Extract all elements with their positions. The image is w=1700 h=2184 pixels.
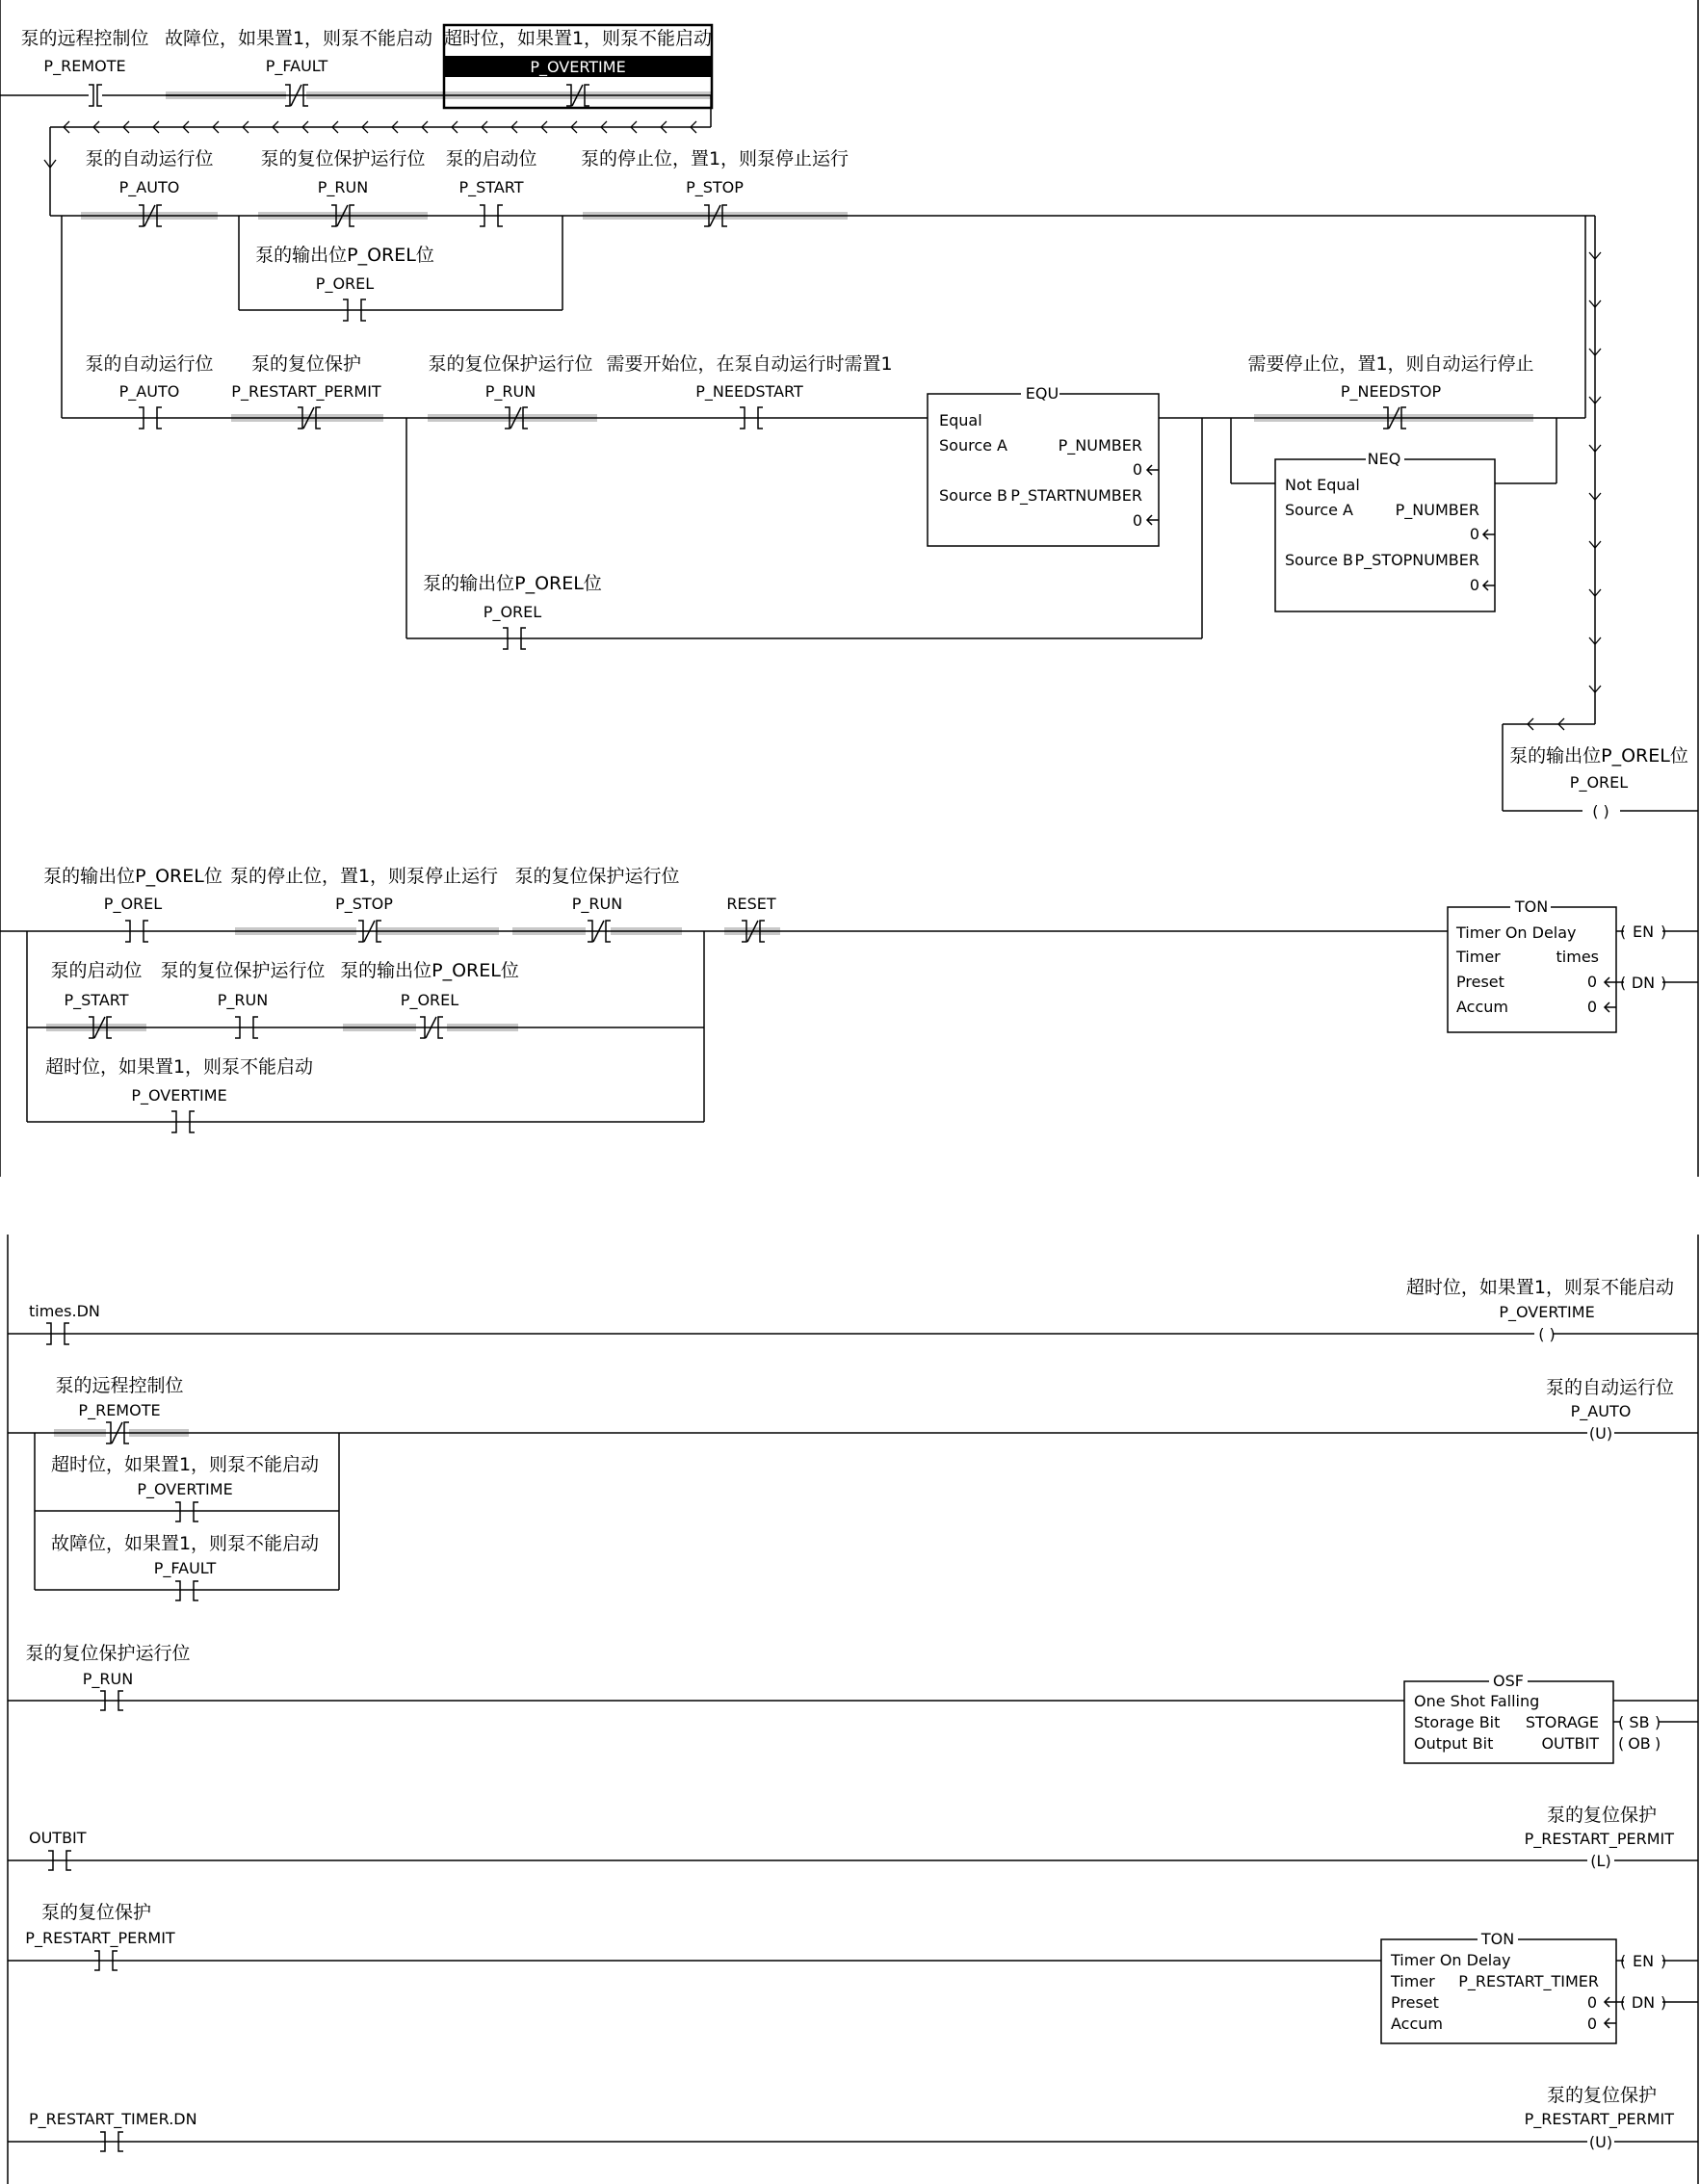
output-bit-label: Output Bit bbox=[1414, 1734, 1494, 1753]
dn-output: DN bbox=[1631, 1993, 1656, 2012]
contact-tag: P_FAULT bbox=[153, 1559, 217, 1577]
block-title: Equal bbox=[939, 411, 982, 429]
coil-symbol: (L) bbox=[1590, 1852, 1611, 1870]
page-2 bbox=[8, 1235, 1698, 2184]
contact-tag: P_RUN bbox=[571, 895, 623, 913]
timer-tag: P_RESTART_TIMER bbox=[1458, 1972, 1599, 1990]
ton-instruction-block-restart-timer[interactable] bbox=[1381, 1930, 1666, 2043]
contact-tag: P_STOP bbox=[335, 895, 393, 913]
contact-description: 泵的自动运行位 bbox=[85, 148, 214, 169]
ob-bracket: ( bbox=[1618, 1734, 1625, 1753]
contact-tag: P_OREL bbox=[315, 274, 375, 293]
contact-tag: P_NEEDSTART bbox=[695, 382, 803, 401]
preset-label: Preset bbox=[1456, 973, 1504, 991]
contact-description: 泵的输出位P_OREL位 bbox=[43, 866, 222, 887]
contact-tag: P_START bbox=[64, 991, 129, 1009]
contact-p-remote[interactable] bbox=[20, 28, 148, 106]
contact-tag: P_AUTO bbox=[118, 178, 180, 196]
accum-value: 0 bbox=[1586, 998, 1597, 1016]
contact-tag: P_OREL bbox=[483, 603, 542, 621]
block-title: Timer On Delay bbox=[1456, 923, 1577, 942]
block-name: OSF bbox=[1493, 1672, 1524, 1690]
contact-tag: P_OREL bbox=[400, 991, 459, 1009]
contact-tag: P_REMOTE bbox=[43, 57, 126, 75]
block-name: EQU bbox=[1025, 384, 1059, 403]
en-bracket: ) bbox=[1661, 923, 1667, 941]
contact-description: 需要停止位，置1，则自动运行停止 bbox=[1247, 353, 1534, 375]
source-b-label: Source B bbox=[939, 486, 1008, 505]
coil-tag: P_OREL bbox=[1569, 773, 1629, 792]
dn-bracket: ) bbox=[1661, 974, 1667, 992]
block-title: One Shot Falling bbox=[1414, 1692, 1540, 1710]
contact-tag: P_RESTART_PERMIT bbox=[25, 1929, 175, 1947]
rung-3 bbox=[8, 1277, 1698, 1344]
accum-label: Accum bbox=[1391, 2015, 1443, 2033]
contact-description: 超时位，如果置1，则泵不能启动 bbox=[44, 1056, 314, 1078]
dn-bracket: ( bbox=[1620, 974, 1627, 992]
contact-tag: P_RUN bbox=[82, 1670, 134, 1688]
contact-description: 泵的复位保护运行位 bbox=[428, 353, 593, 375]
contact-tag: times.DN bbox=[29, 1302, 100, 1320]
source-b-tag: P_STOPNUMBER bbox=[1354, 551, 1479, 569]
contact-description: 泵的输出位P_OREL位 bbox=[340, 960, 519, 981]
contact-r6-outbit[interactable] bbox=[29, 1829, 87, 1870]
contact-description: 泵的输出位P_OREL位 bbox=[423, 573, 602, 594]
contact-r2-p-overtime[interactable] bbox=[45, 1056, 313, 1132]
contact-tag: P_STOP bbox=[686, 178, 744, 196]
contact-description: 泵的复位保护运行位 bbox=[260, 148, 426, 169]
en-output: EN bbox=[1632, 1952, 1655, 1970]
block-name: NEQ bbox=[1367, 450, 1401, 468]
contact-tag: P_RESTART_TIMER.DN bbox=[29, 2110, 197, 2128]
timer-tag: times bbox=[1556, 948, 1599, 966]
block-title: Timer On Delay bbox=[1391, 1951, 1511, 1969]
contact-tag: RESET bbox=[726, 895, 776, 913]
contact-r2-p-orel[interactable] bbox=[43, 866, 222, 942]
dn-bracket: ( bbox=[1620, 1993, 1627, 2012]
contact-description: 故障位，如果置1，则泵不能启动 bbox=[50, 1533, 320, 1554]
contact-tag: P_RUN bbox=[484, 382, 536, 401]
timer-label: Timer bbox=[1456, 948, 1501, 966]
contact-description: 泵的输出位P_OREL位 bbox=[255, 245, 434, 266]
source-b-value: 0 bbox=[1132, 511, 1142, 530]
contact-p-orel[interactable] bbox=[255, 245, 434, 321]
en-bracket: ( bbox=[1620, 923, 1627, 941]
sb-output: SB bbox=[1629, 1713, 1650, 1731]
ob-output: OB bbox=[1628, 1734, 1651, 1753]
contact-description: 泵的复位保护 bbox=[250, 353, 362, 375]
ton-instruction-block-times[interactable] bbox=[1448, 897, 1666, 1032]
preset-label: Preset bbox=[1391, 1993, 1439, 2012]
rung-8 bbox=[8, 2085, 1698, 2151]
source-a-value: 0 bbox=[1469, 525, 1479, 543]
source-a-label: Source A bbox=[1285, 501, 1353, 519]
timer-label: Timer bbox=[1391, 1972, 1435, 1990]
contact-description: 泵的自动运行位 bbox=[85, 353, 214, 375]
contact-times-dn[interactable] bbox=[29, 1302, 100, 1344]
contact-description: 泵的停止位，置1，则泵停止运行 bbox=[229, 866, 499, 887]
en-bracket: ) bbox=[1661, 1952, 1667, 1970]
contact-tag: P_RUN bbox=[317, 178, 369, 196]
neq-instruction-block[interactable] bbox=[1275, 450, 1495, 611]
coil-p-orel[interactable] bbox=[1509, 745, 1688, 820]
coil-tag: P_RESTART_PERMIT bbox=[1524, 2110, 1674, 2128]
contact-description: 泵的启动位 bbox=[445, 148, 537, 169]
contact-description: 泵的停止位，置1，则泵停止运行 bbox=[580, 148, 850, 169]
contact-tag: P_START bbox=[458, 178, 524, 196]
coil-symbol: ( ) bbox=[1538, 1325, 1556, 1343]
accum-label: Accum bbox=[1456, 998, 1508, 1016]
contact-description: 泵的复位保护 bbox=[40, 1902, 152, 1923]
coil-description: 泵的自动运行位 bbox=[1545, 1377, 1674, 1398]
coil-description: 泵的复位保护 bbox=[1546, 2085, 1657, 2106]
contact-description: 超时位，如果置1，则泵不能启动 bbox=[50, 1454, 320, 1475]
coil-tag: P_RESTART_PERMIT bbox=[1524, 1830, 1674, 1848]
rung-7 bbox=[8, 1902, 1698, 2043]
contact-description: 泵的复位保护运行位 bbox=[25, 1643, 191, 1664]
block-title: Not Equal bbox=[1285, 476, 1360, 494]
contact-tag: P_NEEDSTOP bbox=[1340, 382, 1442, 401]
source-a-tag: P_NUMBER bbox=[1395, 501, 1479, 519]
source-a-label: Source A bbox=[939, 436, 1007, 455]
contact-description: 泵的远程控制位 bbox=[55, 1375, 184, 1396]
contact-r8-restart-timer-dn[interactable] bbox=[29, 2110, 197, 2151]
coil-description: 泵的输出位P_OREL位 bbox=[1509, 745, 1688, 767]
contact-p-orel-2[interactable] bbox=[423, 573, 602, 649]
contact-description: 需要开始位，在泵自动运行时需置1 bbox=[606, 353, 893, 375]
coil-symbol: ( ) bbox=[1592, 802, 1609, 820]
contact-tag: P_OREL bbox=[103, 895, 163, 913]
contact-description: 泵的启动位 bbox=[50, 960, 143, 981]
block-name: TON bbox=[1480, 1930, 1515, 1948]
accum-value: 0 bbox=[1586, 2015, 1597, 2033]
contact-tag: P_OVERTIME bbox=[530, 58, 626, 76]
contact-description: 泵的远程控制位 bbox=[20, 28, 149, 49]
ob-bracket: ) bbox=[1655, 1734, 1661, 1753]
contact-tag: P_RESTART_PERMIT bbox=[231, 382, 381, 401]
source-a-value: 0 bbox=[1132, 460, 1142, 479]
osf-instruction-block[interactable] bbox=[1404, 1672, 1661, 1763]
rung-4 bbox=[8, 1375, 1698, 1600]
source-b-tag: P_STARTNUMBER bbox=[1010, 486, 1142, 505]
contact-p-start[interactable] bbox=[445, 148, 536, 226]
source-b-label: Source B bbox=[1285, 551, 1354, 569]
dn-bracket: ) bbox=[1661, 1993, 1667, 2012]
rung-5 bbox=[8, 1643, 1698, 1763]
coil-tag: P_AUTO bbox=[1570, 1402, 1632, 1420]
rung-1-wires bbox=[0, 95, 1698, 811]
contact-tag: P_OVERTIME bbox=[137, 1480, 233, 1498]
contact-tag: P_AUTO bbox=[118, 382, 180, 401]
contact-r2-p-run-2[interactable] bbox=[160, 960, 325, 1038]
contact-tag: P_RUN bbox=[217, 991, 269, 1009]
dn-output: DN bbox=[1631, 974, 1656, 992]
block-name: TON bbox=[1514, 897, 1549, 916]
storage-bit-label: Storage Bit bbox=[1414, 1713, 1501, 1731]
preset-value: 0 bbox=[1586, 973, 1597, 991]
source-b-value: 0 bbox=[1469, 576, 1479, 594]
equ-instruction-block[interactable] bbox=[928, 384, 1159, 546]
coil-description: 超时位，如果置1，则泵不能启动 bbox=[1405, 1277, 1674, 1298]
contact-description: 泵的复位保护运行位 bbox=[160, 960, 326, 981]
contact-description: 泵的复位保护运行位 bbox=[514, 866, 680, 887]
contact-tag: P_REMOTE bbox=[78, 1401, 161, 1419]
source-a-tag: P_NUMBER bbox=[1058, 436, 1142, 455]
contact-tag: OUTBIT bbox=[29, 1829, 87, 1847]
coil-tag: P_OVERTIME bbox=[1499, 1303, 1595, 1321]
sb-bracket: ( bbox=[1618, 1713, 1625, 1731]
contact-tag: P_OVERTIME bbox=[131, 1086, 227, 1105]
storage-bit-tag: STORAGE bbox=[1525, 1713, 1599, 1731]
en-bracket: ( bbox=[1620, 1952, 1627, 1970]
output-bit-tag: OUTBIT bbox=[1541, 1734, 1599, 1753]
rung-6 bbox=[8, 1805, 1698, 1870]
en-output: EN bbox=[1632, 923, 1655, 941]
coil-symbol: (U) bbox=[1588, 2133, 1613, 2151]
sb-bracket: ) bbox=[1655, 1713, 1661, 1731]
coil-symbol: (U) bbox=[1588, 1424, 1613, 1443]
contact-description: 超时位，如果置1，则泵不能启动 bbox=[443, 28, 713, 49]
contact-description: 故障位，如果置1，则泵不能启动 bbox=[164, 28, 433, 49]
coil-description: 泵的复位保护 bbox=[1546, 1805, 1657, 1826]
contact-tag: P_FAULT bbox=[265, 57, 328, 75]
preset-value: 0 bbox=[1586, 1993, 1597, 2012]
